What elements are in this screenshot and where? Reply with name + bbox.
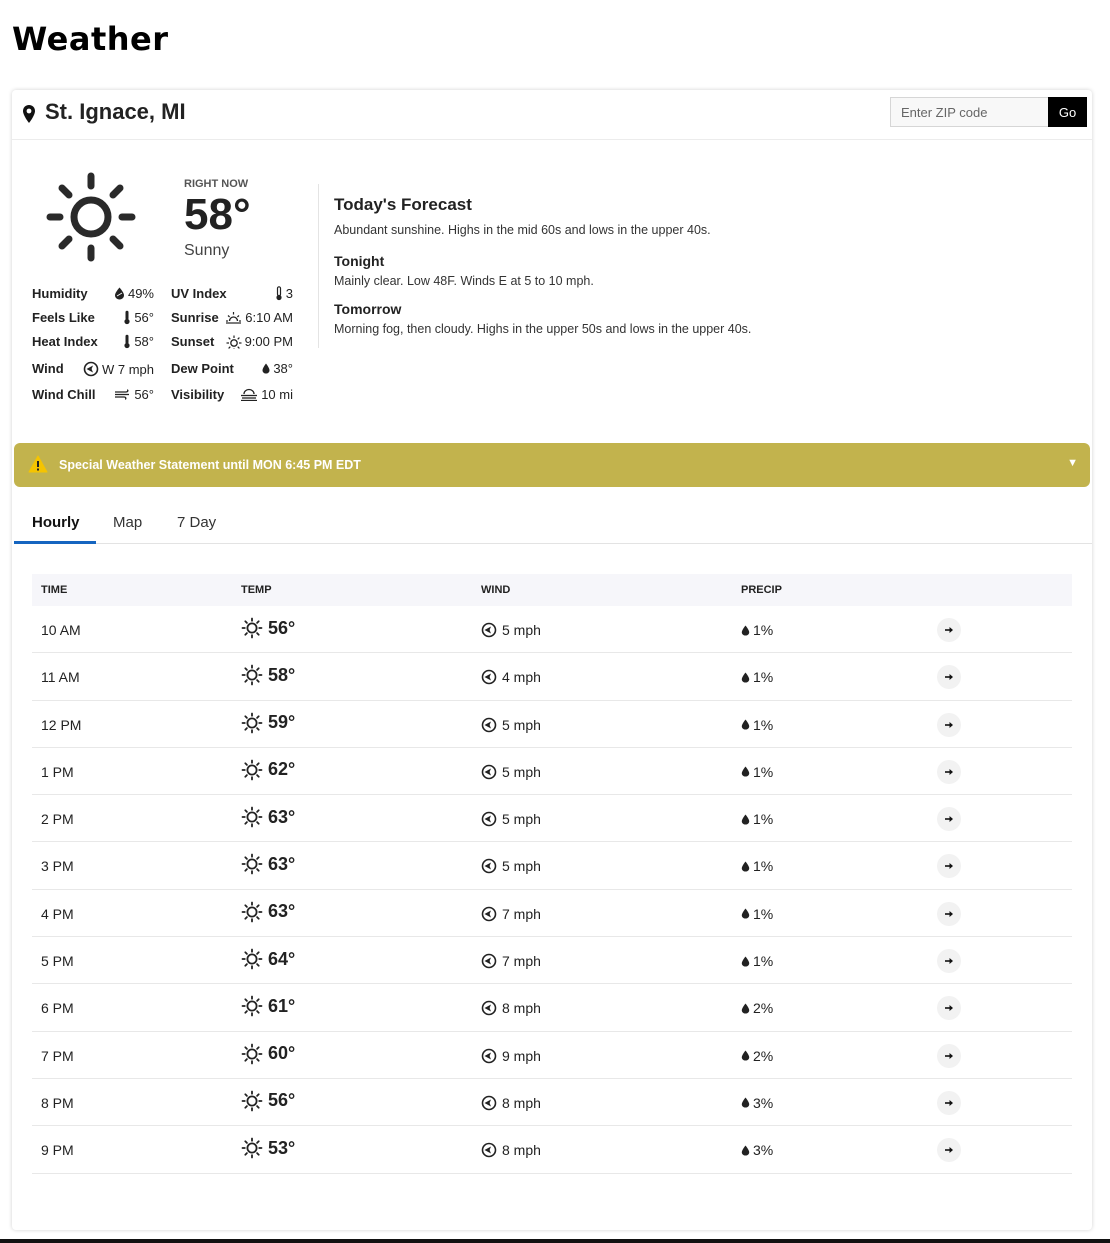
hour-temp-cell — [241, 853, 295, 875]
droplet-icon — [741, 814, 750, 825]
table-row — [32, 748, 1072, 795]
wind-direction-icon — [481, 1142, 497, 1158]
droplet-icon — [741, 672, 750, 683]
hour-time: 2 PM — [41, 811, 74, 828]
sun-icon — [241, 664, 263, 686]
hour-temp-cell — [241, 1137, 295, 1159]
hour-wind-cell — [481, 669, 541, 685]
hour-temp-cell — [241, 1090, 295, 1112]
table-row — [32, 606, 1072, 653]
hour-precip: 3% — [753, 1142, 774, 1159]
hour-precip: 1% — [753, 716, 774, 733]
stat-label: Wind Chill — [32, 387, 96, 402]
hour-precip: 1% — [753, 669, 774, 686]
wind-direction-icon — [481, 1048, 497, 1064]
stat-label: Sunrise — [171, 310, 219, 325]
hour-details-button[interactable] — [937, 854, 961, 878]
hour-precip-cell — [741, 1142, 773, 1158]
arrow-right-icon — [944, 626, 954, 634]
hour-details-button[interactable] — [937, 949, 961, 973]
zip-code-input[interactable] — [890, 97, 1050, 127]
arrow-right-icon — [944, 815, 954, 823]
forecast-tabs — [14, 502, 1092, 544]
stat-wind-chill — [32, 385, 154, 405]
hour-precip: 2% — [753, 1047, 774, 1064]
hour-wind: 7 mph — [502, 953, 541, 970]
stat-humidity — [32, 284, 154, 304]
hour-wind-cell — [481, 717, 541, 733]
stat-value: 6:10 AM — [245, 310, 293, 325]
hour-temp: 53° — [268, 1137, 296, 1158]
hour-precip-cell — [741, 858, 773, 874]
sun-icon — [241, 617, 263, 639]
location-pin-icon — [22, 104, 36, 124]
warning-icon — [28, 455, 48, 473]
stat-label: Sunset — [171, 334, 215, 349]
arrow-right-icon — [944, 1146, 954, 1154]
stat-value: 56° — [134, 310, 154, 325]
droplet-icon — [262, 363, 270, 374]
stat-value: 9:00 PM — [244, 334, 293, 349]
table-row — [32, 653, 1072, 700]
stat-label: Dew Point — [171, 361, 234, 376]
hour-precip: 1% — [753, 811, 774, 828]
hour-details-button[interactable] — [937, 996, 961, 1020]
sun-icon — [241, 901, 263, 923]
table-row — [32, 937, 1072, 984]
stat-value: 56° — [134, 387, 154, 402]
sun-icon — [46, 172, 136, 262]
stat-uv-index — [171, 284, 293, 304]
hour-temp: 60° — [268, 1043, 296, 1064]
sun-icon — [241, 1090, 263, 1112]
table-row — [32, 842, 1072, 889]
stat-label: Feels Like — [32, 310, 95, 325]
hour-wind: 9 mph — [502, 1047, 541, 1064]
hour-precip: 1% — [753, 858, 774, 875]
fog-icon — [240, 388, 258, 401]
stat-label: UV Index — [171, 286, 227, 301]
hour-details-button[interactable] — [937, 807, 961, 831]
stat-sunset — [171, 332, 293, 352]
hour-time: 8 PM — [41, 1094, 74, 1111]
hour-precip: 1% — [753, 622, 774, 638]
hour-details-button[interactable] — [937, 1091, 961, 1115]
hour-time: 1 PM — [41, 763, 74, 780]
sun-icon — [241, 995, 263, 1017]
hour-details-button[interactable] — [937, 618, 961, 642]
page-title: Weather — [12, 20, 169, 58]
forecast-tomorrow-title: Tomorrow — [334, 301, 402, 317]
hour-temp-cell — [241, 806, 295, 828]
hour-precip-cell — [741, 1095, 773, 1111]
tab-hourly[interactable]: Hourly — [32, 514, 80, 531]
forecast-tonight-title: Tonight — [334, 253, 385, 269]
hour-precip-cell — [741, 953, 773, 969]
stat-value: 49% — [127, 286, 154, 301]
hour-details-button[interactable] — [937, 713, 961, 737]
wind-direction-icon — [481, 717, 497, 733]
weather-alert-banner[interactable] — [14, 443, 1090, 487]
sun-icon — [241, 1043, 263, 1065]
hour-temp: 59° — [268, 712, 296, 733]
column-header-precip: PRECIP — [741, 584, 782, 596]
droplet-icon — [741, 719, 750, 730]
hour-temp-cell — [241, 759, 295, 781]
hour-wind: 5 mph — [502, 811, 541, 828]
hourly-table-header — [32, 574, 1072, 606]
forecast-tonight-text: Mainly clear. Low 48F. Winds E at 5 to 10 mph. — [334, 274, 594, 288]
wind-direction-icon — [481, 858, 497, 874]
wind-direction-icon — [83, 361, 99, 377]
table-row — [32, 890, 1072, 937]
hour-temp: 63° — [268, 806, 296, 827]
hour-wind-cell — [481, 1142, 541, 1158]
active-tab-indicator — [14, 541, 96, 544]
weather-card — [12, 90, 1092, 1230]
hour-wind: 8 mph — [502, 1094, 541, 1111]
sun-icon — [241, 1137, 263, 1159]
bottom-edge — [0, 1239, 1110, 1243]
wind-direction-icon — [481, 669, 497, 685]
hour-temp: 63° — [268, 853, 296, 874]
hour-wind: 7 mph — [502, 905, 541, 922]
hour-temp: 61° — [268, 995, 296, 1016]
hour-wind: 4 mph — [502, 669, 541, 686]
hour-time: 6 PM — [41, 1000, 74, 1017]
hour-temp: 58° — [268, 664, 296, 685]
hour-temp: 56° — [268, 617, 296, 638]
hour-details-button[interactable] — [937, 665, 961, 689]
arrow-right-icon — [944, 862, 954, 870]
forecast-title: Today's Forecast — [334, 195, 472, 214]
hour-wind: 8 mph — [502, 1142, 541, 1159]
sun-icon — [241, 806, 263, 828]
go-button[interactable]: Go — [1048, 97, 1087, 127]
stat-label: Visibility — [171, 387, 225, 402]
wind-direction-icon — [481, 906, 497, 922]
hour-temp: 62° — [268, 759, 296, 780]
hour-temp-cell — [241, 617, 295, 639]
stat-dew-point — [171, 359, 293, 379]
stat-value: 3 — [285, 286, 293, 301]
hour-time: 11 AM — [41, 669, 80, 686]
arrow-right-icon — [944, 768, 954, 776]
stat-value: 38° — [273, 361, 293, 376]
hour-precip: 2% — [753, 1000, 774, 1017]
droplet-icon — [741, 861, 750, 872]
hour-temp: 56° — [268, 1090, 296, 1111]
wind-direction-icon — [481, 1095, 497, 1111]
sun-icon — [241, 948, 263, 970]
table-row — [32, 1032, 1072, 1079]
arrow-right-icon — [944, 673, 954, 681]
hour-wind-cell — [481, 622, 541, 638]
droplet-icon — [741, 1003, 750, 1014]
location-name: St. Ignace, MI — [45, 99, 186, 124]
location-bar — [12, 90, 1092, 140]
right-now-label: RIGHT NOW — [184, 178, 249, 190]
hour-wind-cell — [481, 1000, 541, 1016]
stat-label: Humidity — [32, 286, 88, 301]
hour-temp: 64° — [268, 948, 296, 969]
stat-visibility — [171, 385, 293, 405]
wind-direction-icon — [481, 953, 497, 969]
sun-icon — [241, 712, 263, 734]
hour-temp-cell — [241, 712, 295, 734]
droplet-icon — [741, 625, 750, 636]
chevron-down-icon[interactable]: ▼ — [1067, 457, 1078, 469]
sunrise-icon — [225, 311, 242, 324]
column-header-time: TIME — [41, 584, 68, 596]
stat-label: Wind — [32, 361, 64, 376]
hour-details-button[interactable] — [937, 1138, 961, 1162]
current-temperature: 58° — [184, 190, 251, 239]
arrow-right-icon — [944, 1099, 954, 1107]
hour-time: 12 PM — [41, 716, 82, 733]
stat-value: 10 mi — [261, 387, 293, 402]
hour-wind: 5 mph — [502, 763, 541, 780]
hourly-table — [32, 606, 1072, 1174]
alert-text: Special Weather Statement until MON 6:45 PM EDT — [59, 458, 361, 472]
hour-temp: 63° — [268, 901, 296, 922]
hour-wind-cell — [481, 858, 541, 874]
droplet-icon — [741, 1097, 750, 1108]
hour-precip-cell — [741, 1048, 773, 1064]
hour-precip-cell — [741, 764, 773, 780]
table-row — [32, 984, 1072, 1031]
hour-time: 4 PM — [41, 905, 74, 922]
hour-wind-cell — [481, 764, 541, 780]
hour-time: 10 AM — [41, 622, 81, 638]
table-row — [32, 795, 1072, 842]
hour-precip: 1% — [753, 763, 774, 780]
hour-wind-cell — [481, 1048, 541, 1064]
hour-precip: 1% — [753, 905, 774, 922]
hour-precip-cell — [741, 622, 773, 638]
hour-precip-cell — [741, 811, 773, 827]
table-row — [32, 1079, 1072, 1126]
tab-map[interactable]: Map — [113, 514, 143, 531]
hour-time: 9 PM — [41, 1142, 74, 1159]
hour-temp-cell — [241, 664, 295, 686]
hour-wind: 5 mph — [502, 858, 541, 875]
wind-direction-icon — [481, 764, 497, 780]
forecast-tomorrow-text: Morning fog, then cloudy. Highs in the upper 50s and lows in the upper 40s. — [334, 322, 752, 336]
wind-direction-icon — [481, 811, 497, 827]
hour-wind: 8 mph — [502, 1000, 541, 1017]
thermometer-icon — [275, 286, 283, 301]
droplet-icon — [741, 956, 750, 967]
hour-time: 3 PM — [41, 858, 74, 875]
hour-temp-cell — [241, 995, 295, 1017]
arrow-right-icon — [944, 1052, 954, 1060]
arrow-right-icon — [944, 721, 954, 729]
table-row — [32, 1126, 1072, 1173]
current-condition: Sunny — [184, 242, 230, 259]
hour-precip-cell — [741, 1000, 773, 1016]
stat-value: W 7 mph — [101, 361, 154, 377]
sun-icon — [241, 853, 263, 875]
humidity-icon — [114, 287, 125, 300]
droplet-icon — [741, 908, 750, 919]
droplet-icon — [741, 1050, 750, 1061]
stat-heat-index — [32, 332, 154, 352]
wind-icon — [114, 389, 131, 400]
column-header-wind: WIND — [481, 584, 511, 596]
arrow-right-icon — [944, 1004, 954, 1012]
hour-temp-cell — [241, 1043, 295, 1065]
hour-precip: 1% — [753, 953, 774, 970]
thermometer-icon — [123, 310, 131, 325]
stat-wind — [32, 359, 154, 379]
sun-icon — [241, 759, 263, 781]
tab-7-day[interactable]: 7 Day — [177, 514, 217, 531]
hour-precip-cell — [741, 669, 773, 685]
divider — [318, 184, 319, 348]
stat-value: 58° — [134, 334, 154, 349]
droplet-icon — [741, 1145, 750, 1156]
column-header-temp: TEMP — [241, 584, 272, 596]
hour-wind-cell — [481, 811, 541, 827]
hour-details-button[interactable] — [937, 760, 961, 784]
arrow-right-icon — [944, 910, 954, 918]
hour-wind-cell — [481, 953, 541, 969]
hour-time: 5 PM — [41, 953, 74, 970]
hour-wind-cell — [481, 906, 541, 922]
hour-details-button[interactable] — [937, 1044, 961, 1068]
hour-precip-cell — [741, 717, 773, 733]
hour-wind-cell — [481, 1095, 541, 1111]
wind-direction-icon — [481, 622, 497, 638]
sunset-icon — [226, 335, 242, 349]
stat-feels-like — [32, 308, 154, 328]
hour-precip: 3% — [753, 1094, 774, 1111]
forecast-today-text: Abundant sunshine. Highs in the mid 60s and lows in the upper 40s. — [334, 223, 711, 237]
stat-sunrise — [171, 308, 293, 328]
droplet-icon — [741, 766, 750, 777]
arrow-right-icon — [944, 957, 954, 965]
hour-wind: 5 mph — [502, 716, 541, 733]
hour-precip-cell — [741, 906, 773, 922]
hour-wind: 5 mph — [502, 622, 541, 638]
hour-temp-cell — [241, 948, 295, 970]
thermometer-icon — [123, 334, 131, 349]
table-row — [32, 701, 1072, 748]
stat-label: Heat Index — [32, 334, 98, 349]
hour-details-button[interactable] — [937, 902, 961, 926]
wind-direction-icon — [481, 1000, 497, 1016]
hour-temp-cell — [241, 901, 295, 923]
hour-time: 7 PM — [41, 1047, 74, 1064]
